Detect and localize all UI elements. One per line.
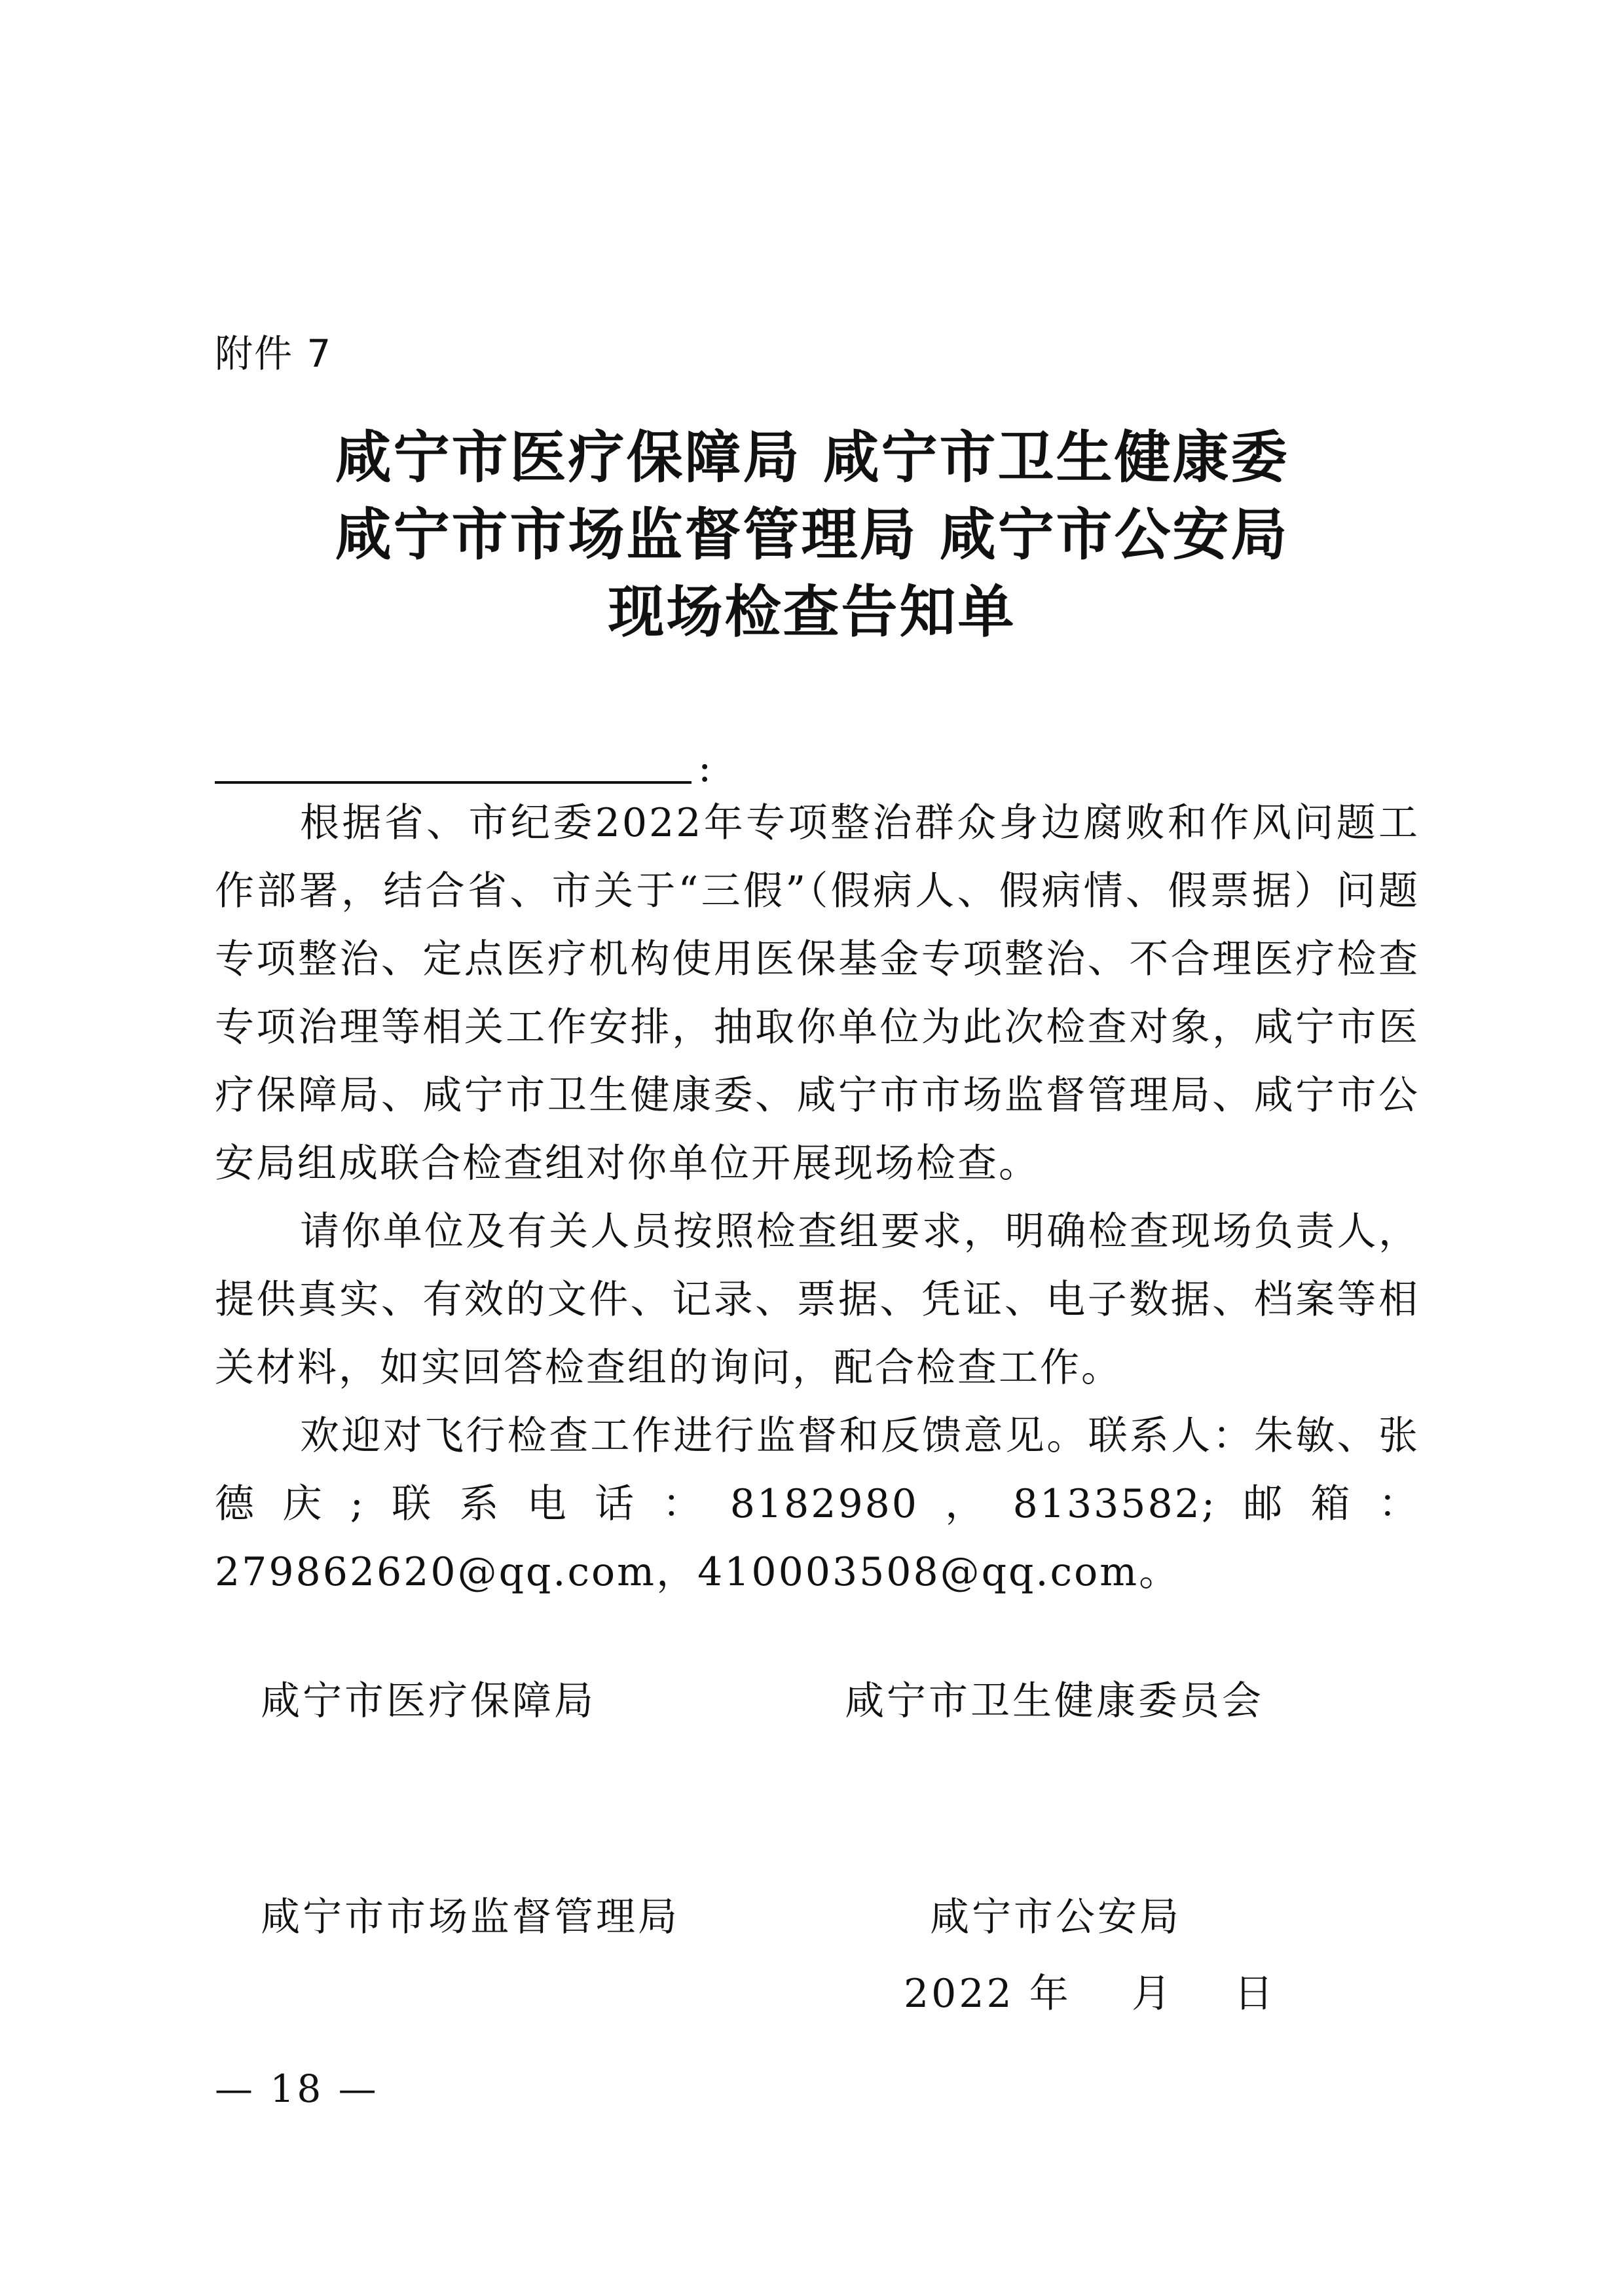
addressee-blank-line — [215, 781, 692, 784]
signature-health-commission: 咸宁市卫生健康委员会 — [845, 1678, 1264, 1724]
page-number: — 18 — — [215, 2066, 379, 2111]
title-line-2: 咸宁市市场监督管理局 咸宁市公安局 — [335, 502, 1289, 568]
document-title — [0, 419, 1624, 651]
signature-market-supervision: 咸宁市市场监督管理局 — [261, 1894, 680, 1940]
paragraph-inspection-basis: 根据省、市纪委2022年专项整治群众身边腐败和作风问题工作部署，结合省、市关于“三假”（假病人、假病情、假票据）问题专项整治、定点医疗机构使用医保基金专项整治、不合理医疗检查专项治理等相关工作安排，抽取你单位为此次检查对象，咸宁市医疗保障局、咸宁市卫生健康委、咸宁市市场监督管理局、咸宁市公安局组成联合检查组对你单位开展现场检查。 — [215, 800, 1420, 1186]
signature-medical-security: 咸宁市医疗保障局 — [261, 1678, 596, 1724]
signature-public-security: 咸宁市公安局 — [930, 1894, 1181, 1940]
paragraph-contact-info: 欢迎对飞行检查工作进行监督和反馈意见。联系人：朱敏、张德庆;联系电话：8182980，8133582;邮箱：279862620@qq.com，410003508@qq.com。 — [215, 1413, 1420, 1595]
addressee-field — [215, 737, 732, 791]
addressee-colon: : — [698, 745, 712, 791]
attachment-label: 附件 7 — [215, 331, 333, 376]
paragraph-cooperation-request: 请你单位及有关人员按照检查组要求，明确检查现场负责人，提供真实、有效的文件、记录、票据、凭证、电子数据、档案等相关材料，如实回答检查组的询问，配合检查工作。 — [215, 1209, 1420, 1391]
title-line-3: 现场检查告知单 — [608, 579, 1016, 645]
title-line-1: 咸宁市医疗保障局 咸宁市卫生健康委 — [335, 424, 1289, 490]
signature-date: 2022 年 月 日 — [904, 1971, 1276, 2017]
notice-body — [215, 789, 1420, 1606]
